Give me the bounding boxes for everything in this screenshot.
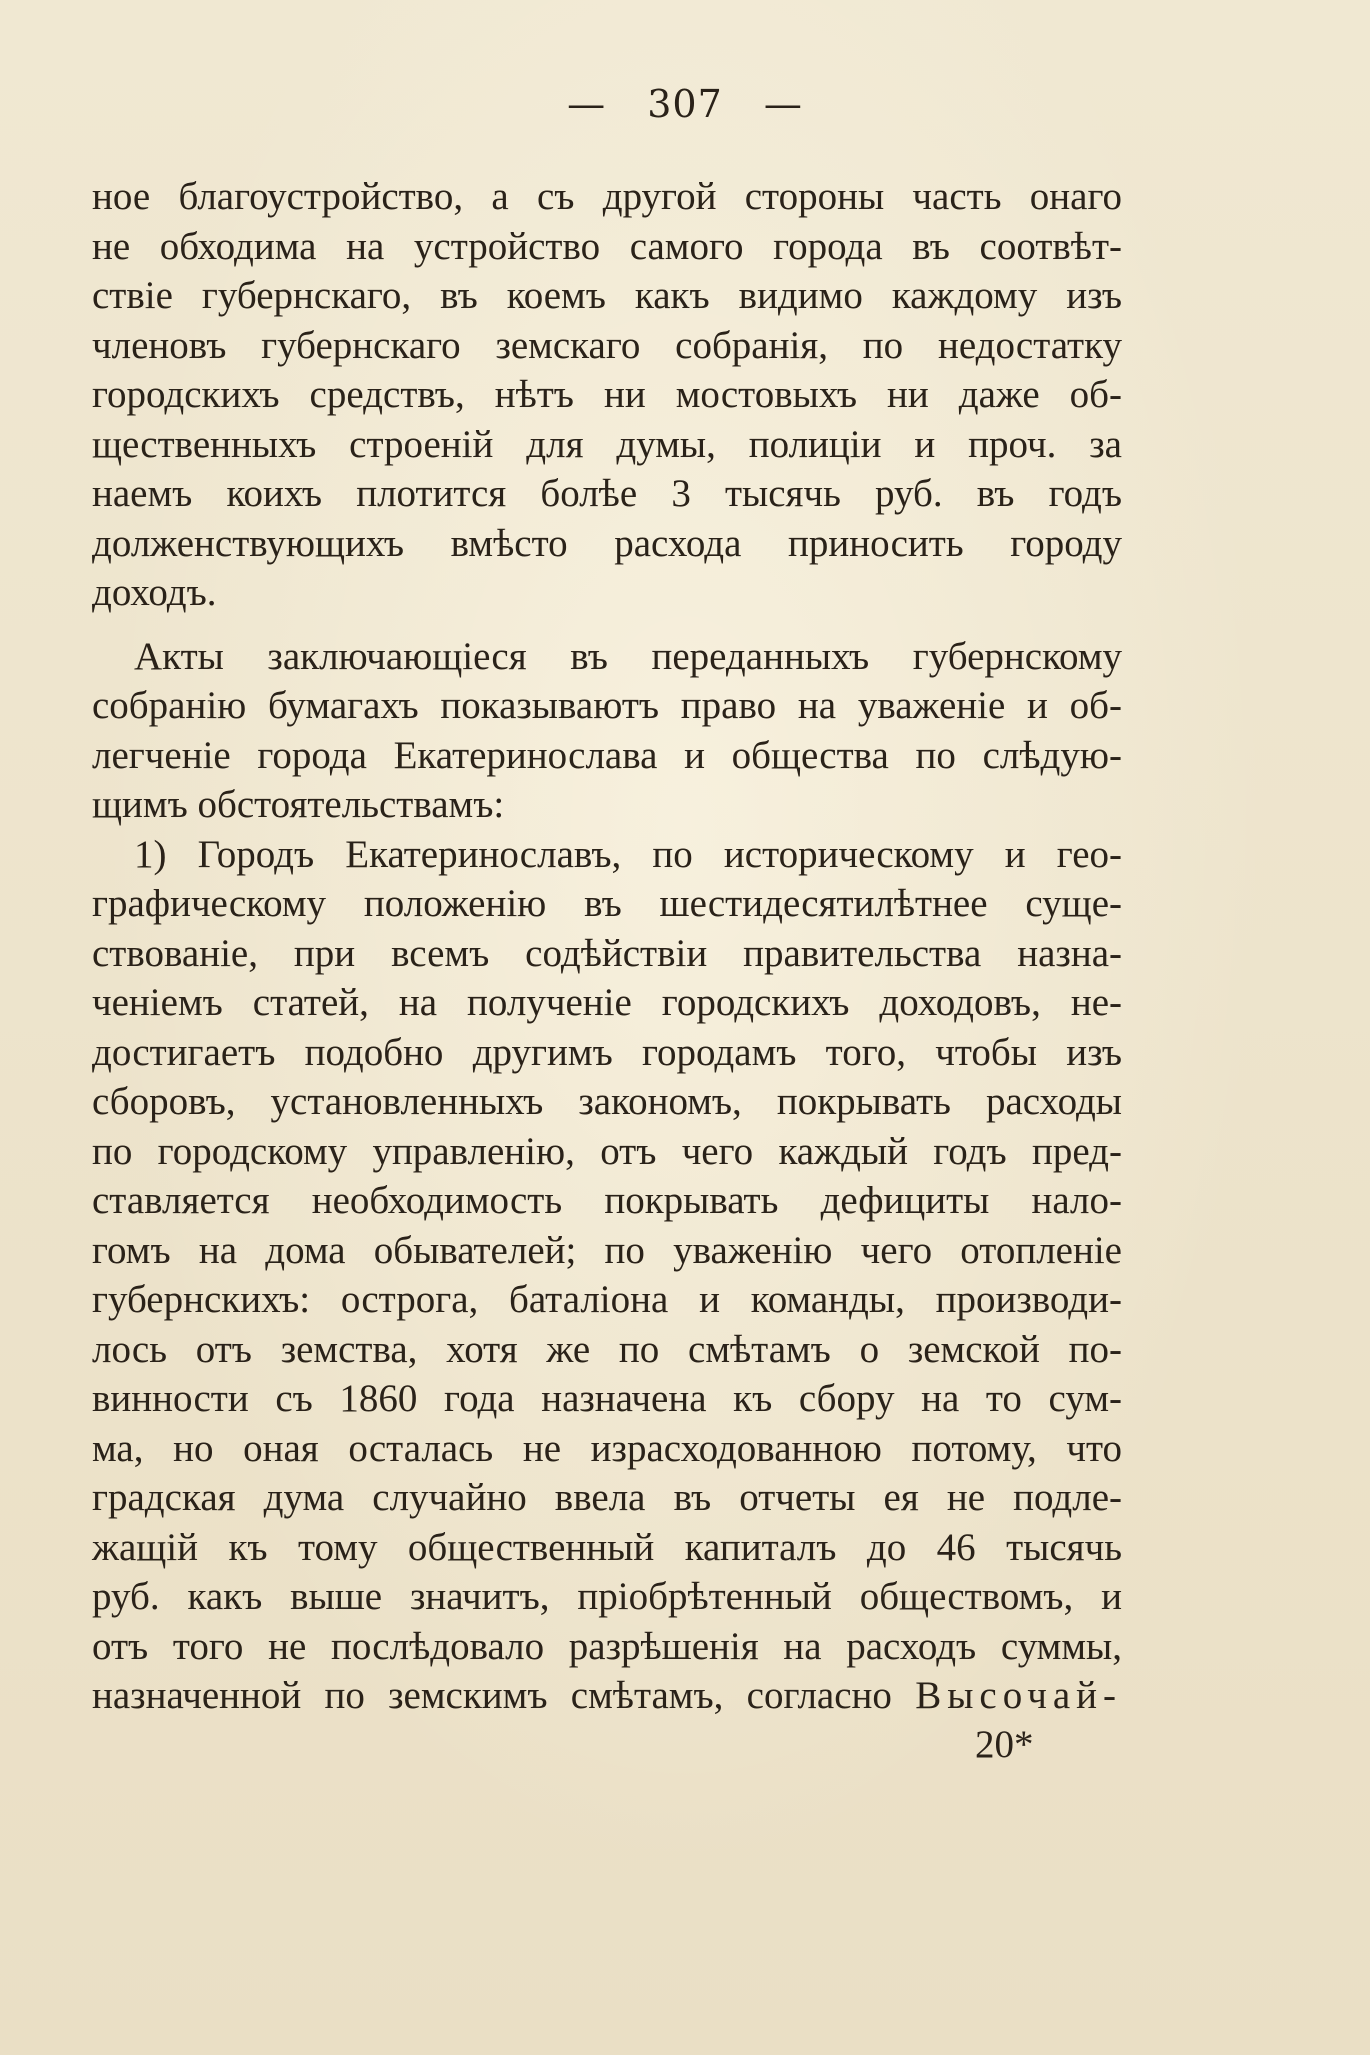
text-line: щественныхъ строеній для думы, полиціи и проч. за	[92, 422, 1122, 466]
text-line: членовъ губернскаго земскаго собранія, по недостатку	[92, 323, 1122, 367]
text-line: ченіемъ статей, на полученіе городскихъ доходовъ, не-	[92, 981, 1122, 1024]
paragraph-1	[92, 172, 1122, 618]
text-line: легченіе города Екатеринослава и общества по слѣдую-	[92, 733, 1122, 777]
text-line: винности съ 1860 года назначена къ сбору на то сум-	[92, 1377, 1122, 1420]
signature-mark: 20*	[975, 1723, 1034, 1766]
text-line: собранію бумагахъ показываютъ право на уваженіе и об-	[92, 684, 1122, 727]
text-line: жащій къ тому общественный капиталъ до 46 тысячь	[92, 1525, 1122, 1569]
text-line: по городскому управленію, отъ чего каждый годъ пред-	[92, 1129, 1122, 1173]
paragraph-2	[92, 632, 1122, 830]
text-line: графическому положенію въ шестидесятилѣтнее суще-	[92, 882, 1122, 925]
text-line: наемъ коихъ плотится болѣе 3 тысячь руб. въ годъ	[92, 472, 1122, 515]
text-line: сборовъ, установленныхъ закономъ, покрывать расходы	[92, 1080, 1122, 1123]
text-line: ствованіе, при всемъ содѣйствіи правительства назна-	[92, 931, 1122, 975]
text-line: губернскихъ: острога, баталіона и команды, производи-	[92, 1278, 1122, 1321]
text-line: достигаетъ подобно другимъ городамъ того, чтобы изъ	[92, 1030, 1122, 1074]
text-line: щимъ обстоятельствамъ:	[92, 783, 505, 826]
text-line: гомъ на дома обывателей; по уваженію чего отопленіе	[92, 1228, 1122, 1272]
text-line: городскихъ средствъ, нѣтъ ни мостовыхъ ни даже об-	[92, 373, 1122, 416]
text-line-final	[92, 1671, 1122, 1721]
page-number: 307	[647, 82, 723, 126]
header-dash-right: —	[763, 82, 803, 126]
text-line: ное благоустройство, а съ другой стороны часть онаго	[92, 175, 1122, 218]
text-line: Акты заключающіеся въ переданныхъ губернскому	[134, 634, 1122, 678]
text-line: отъ того не послѣдовало разрѣшенія на расходъ суммы,	[92, 1624, 1122, 1668]
final-line-text: назначенной по земскимъ смѣтамъ, согласно	[92, 1674, 916, 1717]
body-text	[92, 172, 1122, 1721]
text-line: руб. какъ выше значитъ, пріобрѣтенный обществомъ, и	[92, 1575, 1122, 1618]
text-line: ствіе губернскаго, въ коемъ какъ видимо каждому изъ	[92, 274, 1122, 317]
text-line: ма, но оная осталась не израсходованною потому, что	[92, 1426, 1122, 1470]
text-line: 1) Городъ Екатеринославъ, по историческому и гео-	[134, 832, 1122, 876]
text-line: доходъ.	[92, 571, 217, 614]
spaced-word: Высочай-	[915, 1674, 1122, 1717]
text-line: не обходима на устройство самого города въ соотвѣт-	[92, 224, 1122, 268]
text-line: градская дума случайно ввела въ отчеты ея не подле-	[92, 1476, 1122, 1519]
paragraph-gap	[92, 618, 1122, 632]
paragraph-3	[92, 830, 1122, 1721]
text-line: долженствующихъ вмѣсто расхода приносить городу	[92, 521, 1122, 565]
page-header	[0, 82, 1370, 126]
text-line: лось отъ земства, хотя же по смѣтамъ о земской по-	[92, 1327, 1122, 1371]
header-dash-left: —	[567, 82, 607, 126]
text-line: ставляется необходимость покрывать дефициты нало-	[92, 1179, 1122, 1222]
